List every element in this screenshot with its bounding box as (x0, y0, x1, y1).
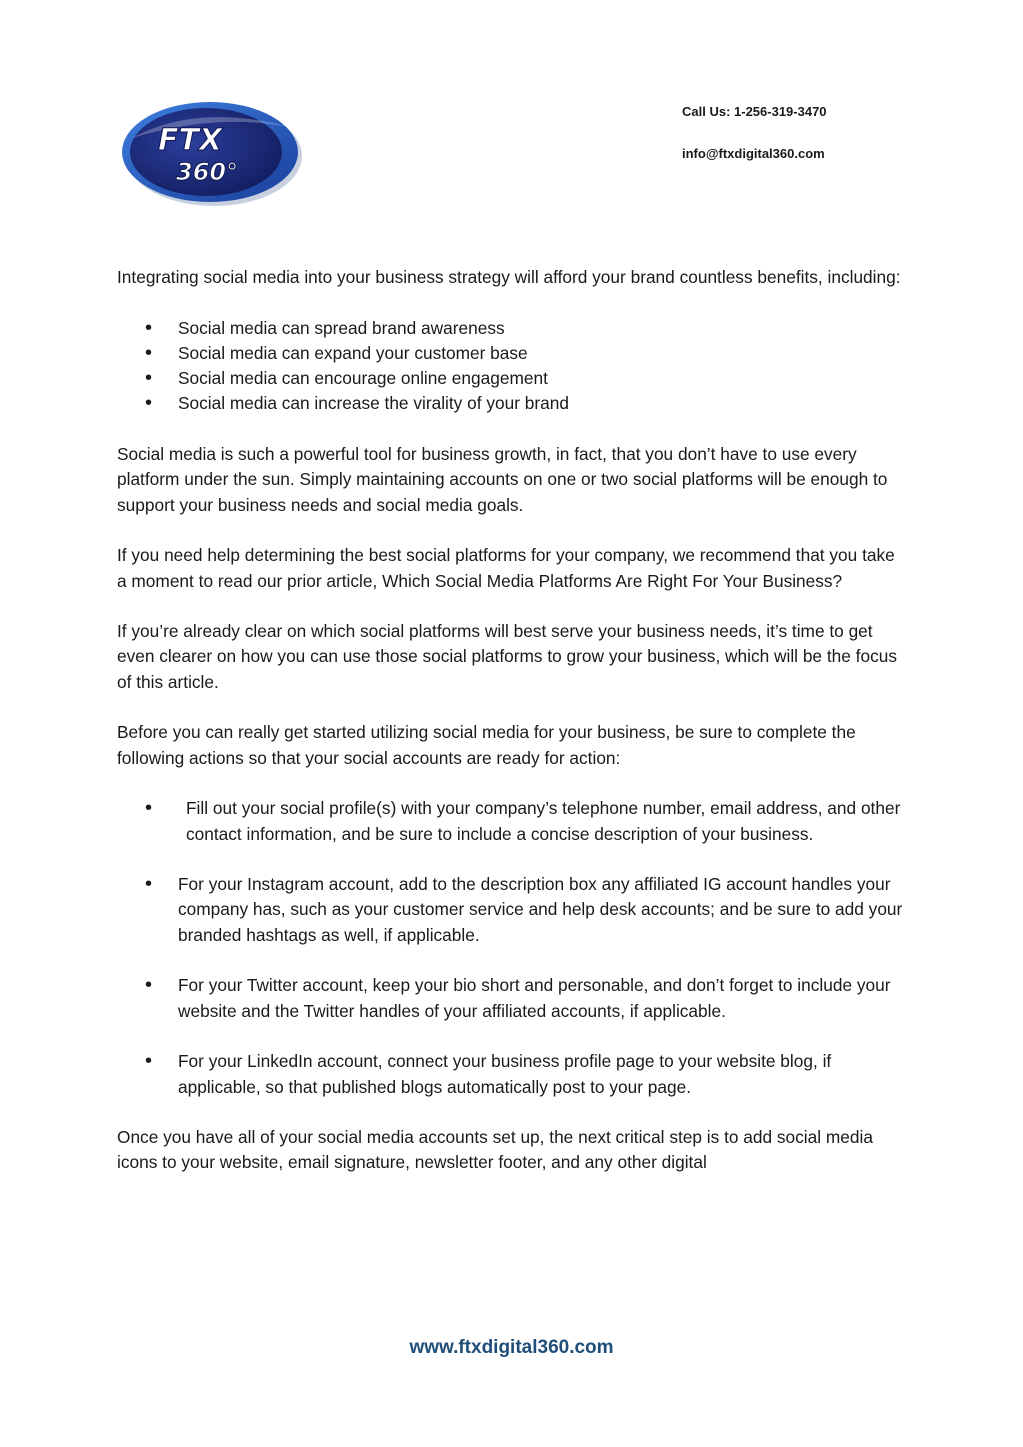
ftx360-logo (118, 98, 304, 210)
paragraph: Social media is such a powerful tool for business growth, in fact, that you don’t have to use every platform under the sun. Simply maintaining accounts on one or two social platforms will be enough to support your business needs and social media goals. (117, 444, 888, 515)
list-item: • Social media can increase the virality of your brand (117, 391, 907, 416)
list-item: • For your Twitter account, keep your bio short and personable, and don’t forget to include your website and the Twitter handles of your affiliated accounts, if applicable. (117, 973, 907, 1024)
list-item: • Social media can spread brand awareness (117, 316, 907, 341)
email-address: info@ftxdigital360.com (682, 146, 825, 161)
list-item: • Fill out your social profile(s) with your company’s telephone number, email address, and other contact information, and be sure to include a concise description of your business. (117, 796, 907, 847)
benefits-list (117, 316, 907, 417)
paragraph: If you need help determining the best social platforms for your company, we recommend that you take a moment to read our prior article, Which Social Media Platforms Are Right For Your Business? (117, 545, 895, 591)
actions-list (117, 796, 907, 1100)
svg-text:FTX: FTX (158, 123, 223, 158)
list-item: • For your Instagram account, add to the description box any affiliated IG account handles your company has, such as your customer service and help desk accounts; and be sure to add your branded hashtags as well, if applicable. (117, 872, 907, 948)
paragraph: Once you have all of your social media accounts set up, the next critical step is to add social media icons to your website, email signature, newsletter footer, and any other digital (117, 1127, 873, 1173)
article-body (117, 265, 907, 1201)
list-item: • For your LinkedIn account, connect your business profile page to your website blog, if applicable, so that published blogs automatically post to your page. (117, 1049, 907, 1100)
paragraph: Before you can really get started utilizing social media for your business, be sure to complete the following actions so that your social accounts are ready for action: (117, 722, 856, 768)
footer-website-link[interactable]: www.ftxdigital360.com (409, 1337, 614, 1358)
intro-paragraph: Integrating social media into your business strategy will afford your brand countless benefits, including: (117, 267, 901, 287)
list-item: • Social media can expand your customer base (117, 341, 907, 366)
list-item: • Social media can encourage online engagement (117, 366, 907, 391)
svg-text:360°: 360° (176, 158, 239, 186)
phone-number: Call Us: 1-256-319-3470 (682, 104, 827, 119)
paragraph: If you’re already clear on which social platforms will best serve your business needs, it’s time to get even clearer on how you can use those social platforms to grow your business, which will be the focus of this article. (117, 621, 897, 692)
